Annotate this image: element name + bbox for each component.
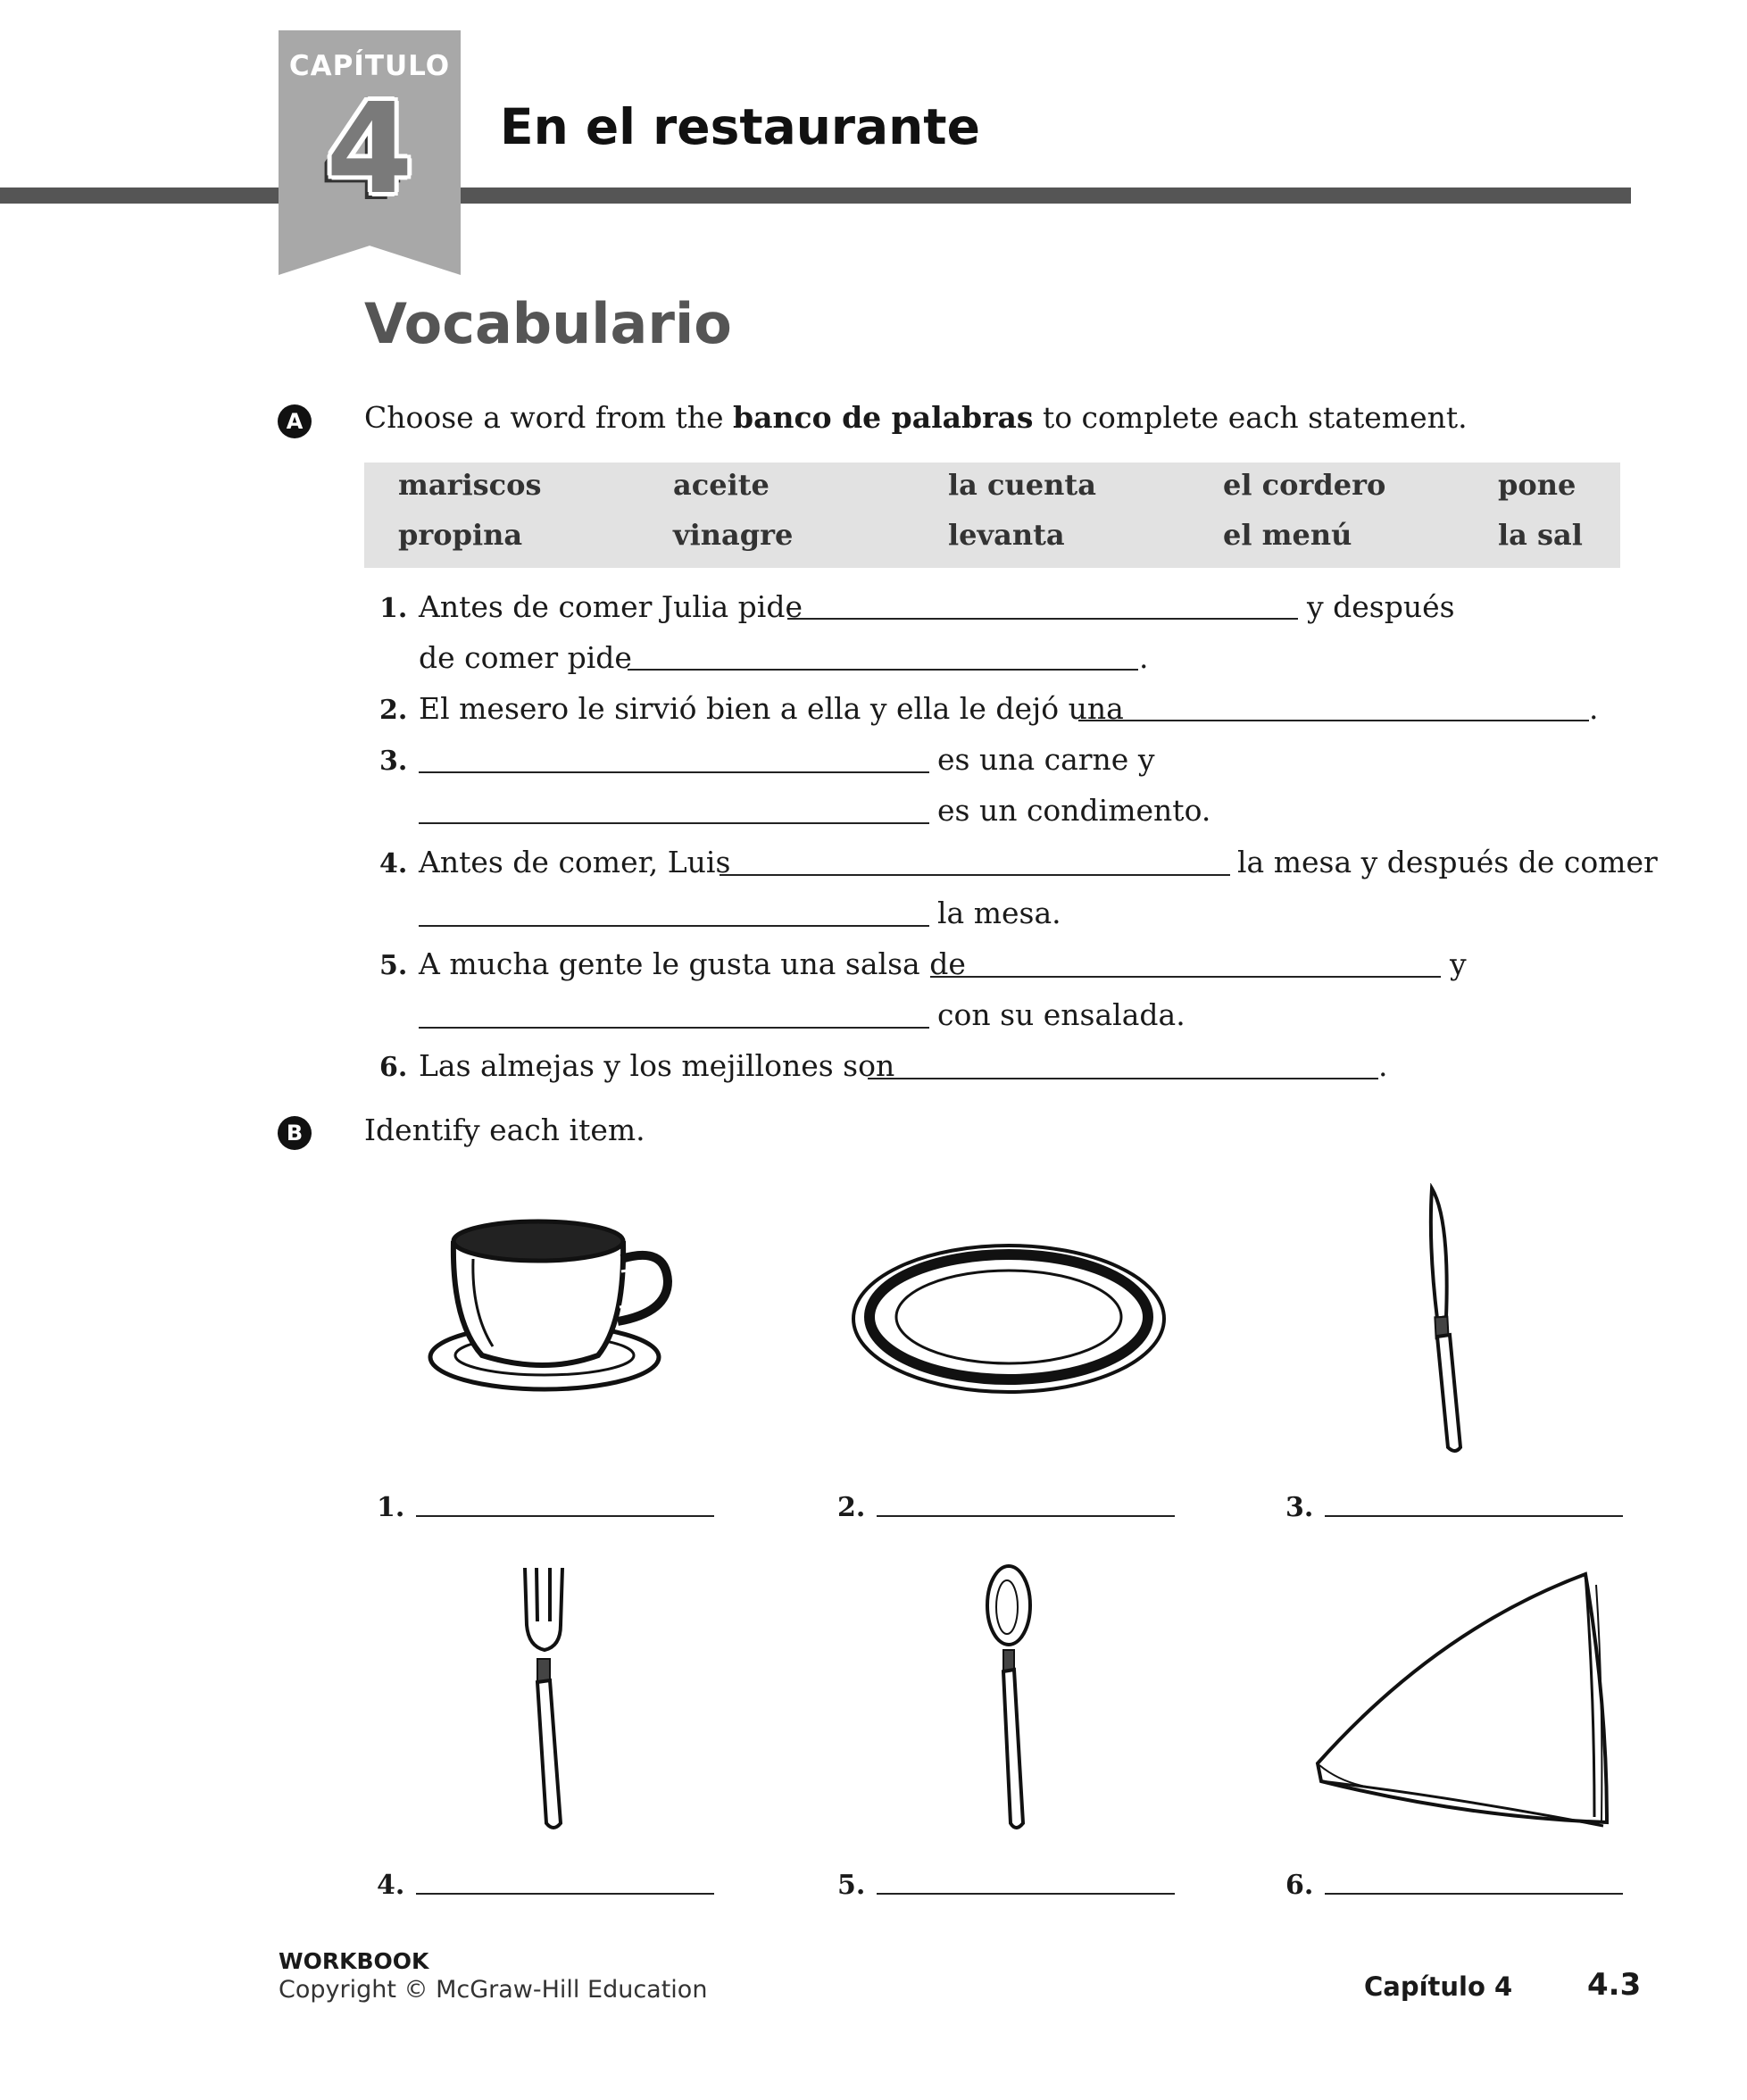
word-bank-item: aceite (673, 468, 770, 502)
answer-blank[interactable] (419, 1027, 929, 1029)
answer-blank[interactable] (868, 1078, 1378, 1079)
answer-blank[interactable] (930, 976, 1441, 978)
exercise-a-marker: A (278, 404, 312, 438)
word-bank-item: el cordero (1223, 468, 1386, 502)
item-text: A mucha gente le gusta una salsa de (419, 946, 966, 981)
identify-blank[interactable] (1325, 1515, 1623, 1517)
word-bank-item: levanta (948, 518, 1065, 552)
item-text: Antes de comer Julia pide (419, 589, 803, 624)
item-text: y después (1307, 589, 1455, 624)
identify-number: 2. (837, 1492, 866, 1523)
plate-icon (848, 1237, 1169, 1406)
word-bank-item: el menú (1223, 518, 1352, 552)
item-text: . (1139, 640, 1149, 675)
section-title: Vocabulario (364, 291, 732, 356)
exercise-b-instruction: Identify each item. (364, 1112, 645, 1147)
item-text: es un condimento. (937, 793, 1211, 828)
item-number: 2. (379, 695, 408, 726)
identify-number: 3. (1285, 1492, 1314, 1523)
answer-blank[interactable] (419, 822, 929, 824)
item-text: de comer pide (419, 640, 632, 675)
item-text: . (1378, 1048, 1388, 1083)
spoon-icon (973, 1562, 1053, 1835)
chapter-title: En el restaurante (500, 98, 980, 155)
footer-copyright: Copyright © McGraw-Hill Education (279, 1976, 708, 2004)
item-text: y (1450, 946, 1467, 981)
item-number: 4. (379, 848, 408, 879)
identify-number: 4. (377, 1870, 405, 1901)
word-bank (364, 462, 1620, 568)
identify-blank[interactable] (877, 1893, 1175, 1895)
word-bank-item: propina (398, 518, 523, 552)
item-text: es una carne y (937, 742, 1155, 777)
item-number: 1. (379, 593, 408, 624)
instruction-start: Choose a word from the (364, 400, 734, 435)
identify-number: 1. (377, 1492, 405, 1523)
word-bank-item: vinagre (673, 518, 794, 552)
item-text: Las almejas y los mejillones son (419, 1048, 895, 1083)
fork-icon (509, 1562, 589, 1835)
item-text: la mesa y después de comer (1237, 845, 1658, 879)
napkin-icon (1303, 1558, 1616, 1835)
identify-number: 6. (1285, 1870, 1314, 1901)
exercise-b-marker: B (278, 1116, 312, 1150)
footer-chapter: Capítulo 4 (1364, 1971, 1513, 2002)
identify-blank[interactable] (1325, 1893, 1623, 1895)
word-bank-item: mariscos (398, 468, 542, 502)
chapter-number: 4 (326, 77, 413, 222)
instruction-bold: banco de palabras (733, 400, 1034, 435)
exercise-a-instruction (364, 400, 1468, 435)
identify-number: 5. (837, 1870, 866, 1901)
answer-blank[interactable] (1078, 720, 1589, 721)
knife-icon (1419, 1183, 1500, 1460)
word-bank-item: la sal (1498, 518, 1583, 552)
instruction-end: to complete each statement. (1033, 400, 1468, 435)
answer-blank[interactable] (628, 669, 1138, 671)
item-text: El mesero le sirvió bien a ella y ella le dejó una (419, 691, 1124, 726)
chapter-label: CAPÍTULO (288, 50, 451, 82)
item-text: la mesa. (937, 896, 1061, 930)
header-bar (0, 188, 1631, 204)
page-number: 4.3 (1587, 1967, 1642, 2003)
word-bank-item: la cuenta (948, 468, 1096, 502)
answer-blank[interactable] (720, 874, 1230, 876)
item-text: con su ensalada. (937, 997, 1185, 1032)
answer-blank[interactable] (419, 925, 929, 927)
identify-blank[interactable] (416, 1893, 714, 1895)
item-text: . (1589, 691, 1599, 726)
item-number: 3. (379, 746, 408, 777)
identify-blank[interactable] (877, 1515, 1175, 1517)
item-text: Antes de comer, Luis (419, 845, 731, 879)
footer-label: WORKBOOK (279, 1948, 429, 1974)
answer-blank[interactable] (787, 618, 1298, 620)
word-bank-item: pone (1498, 468, 1576, 502)
answer-blank[interactable] (419, 771, 929, 773)
item-number: 5. (379, 950, 408, 981)
identify-blank[interactable] (416, 1515, 714, 1517)
item-number: 6. (379, 1052, 408, 1083)
cup-and-saucer-icon (420, 1214, 678, 1393)
